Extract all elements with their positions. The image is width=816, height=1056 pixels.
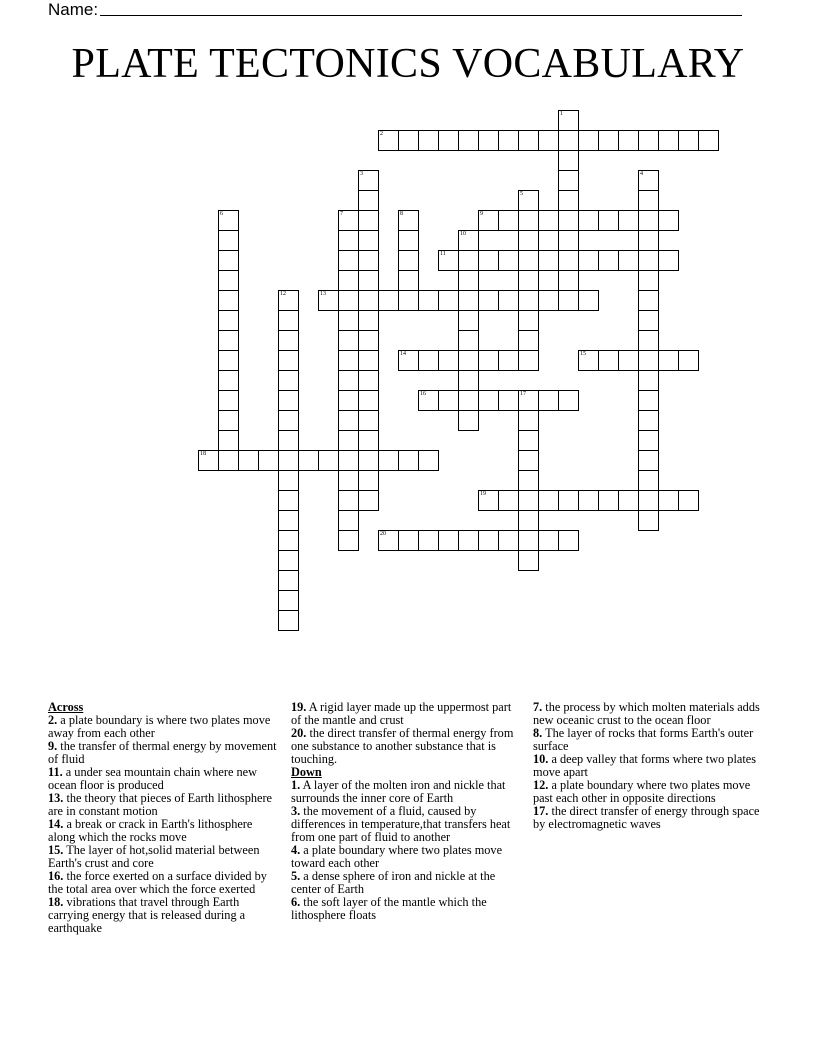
crossword-cell[interactable]: [558, 230, 579, 251]
name-label: Name:: [48, 0, 99, 19]
crossword-cell[interactable]: [478, 390, 499, 411]
clue-down-17: 17. the direct transfer of energy through space by electromagnetic waves: [533, 804, 760, 831]
crossword-cell[interactable]: [618, 250, 639, 271]
crossword-cell[interactable]: [678, 350, 699, 371]
crossword-cell[interactable]: [358, 250, 379, 271]
crossword-cell[interactable]: [378, 130, 399, 151]
crossword-cell[interactable]: [518, 410, 539, 431]
crossword-cell[interactable]: [498, 530, 519, 551]
crossword-cell[interactable]: [638, 230, 659, 251]
crossword-cell[interactable]: [338, 410, 359, 431]
crossword-cell[interactable]: [338, 390, 359, 411]
crossword-cell[interactable]: [618, 210, 639, 231]
crossword-cell[interactable]: [638, 290, 659, 311]
crossword-cell[interactable]: [478, 250, 499, 271]
crossword-cell[interactable]: [598, 130, 619, 151]
crossword-cell[interactable]: [338, 290, 359, 311]
crossword-cell[interactable]: [478, 130, 499, 151]
clue-down-4: 4. a plate boundary where two plates move toward each other: [291, 843, 503, 870]
crossword-cell[interactable]: [398, 350, 419, 371]
crossword-cell[interactable]: [538, 290, 559, 311]
crossword-cell[interactable]: [418, 530, 439, 551]
crossword-cell[interactable]: [378, 450, 399, 471]
crossword-cell[interactable]: [338, 530, 359, 551]
clue-across-11: 11. a under sea mountain chain where new ocean floor is produced: [48, 765, 257, 792]
clue-down-6: 6. the soft layer of the mantle which the lithosphere floats: [291, 895, 487, 922]
crossword-cell[interactable]: [498, 490, 519, 511]
clue-number-label: 12: [280, 291, 286, 297]
crossword-cell[interactable]: [278, 290, 299, 311]
crossword-cell[interactable]: [558, 490, 579, 511]
crossword-cell[interactable]: [518, 550, 539, 571]
clue-across-13: 13. the theory that pieces of Earth lithosphere are in constant motion: [48, 791, 273, 818]
crossword-cell[interactable]: [278, 590, 299, 611]
crossword-cell[interactable]: [338, 270, 359, 291]
crossword-cell[interactable]: [338, 450, 359, 471]
crossword-cell[interactable]: [278, 450, 299, 471]
crossword-cell[interactable]: [658, 130, 679, 151]
crossword-cell[interactable]: [398, 270, 419, 291]
clue-down-8: 8. The layer of rocks that forms Earth's outer surface: [533, 726, 754, 753]
crossword-cell[interactable]: [598, 250, 619, 271]
clue-number-label: 15: [580, 351, 586, 357]
crossword-cell[interactable]: [538, 130, 559, 151]
clue-number-label: 18: [200, 451, 206, 457]
crossword-cell[interactable]: [558, 150, 579, 171]
crossword-cell[interactable]: [338, 370, 359, 391]
crossword-cell[interactable]: [498, 210, 519, 231]
crossword-cell[interactable]: [278, 310, 299, 331]
crossword-cell[interactable]: [458, 230, 479, 251]
crossword-cell[interactable]: [638, 410, 659, 431]
clue-number-label: 2: [380, 131, 383, 137]
crossword-cell[interactable]: [518, 530, 539, 551]
crossword-cell[interactable]: [598, 350, 619, 371]
crossword-cell[interactable]: [638, 310, 659, 331]
crossword-cell[interactable]: [278, 330, 299, 351]
crossword-cell[interactable]: [278, 530, 299, 551]
crossword-cell[interactable]: [458, 250, 479, 271]
crossword-cell[interactable]: [358, 210, 379, 231]
crossword-cell[interactable]: [518, 330, 539, 351]
crossword-cell[interactable]: [638, 210, 659, 231]
crossword-cell[interactable]: [398, 250, 419, 271]
crossword-cell[interactable]: [398, 130, 419, 151]
crossword-cell[interactable]: [518, 510, 539, 531]
clue-down-1: 1. A layer of the molten iron and nickle that surrounds the inner core of Earth: [291, 778, 506, 805]
crossword-cell[interactable]: [638, 350, 659, 371]
crossword-cell[interactable]: [378, 530, 399, 551]
crossword-cell[interactable]: [358, 390, 379, 411]
crossword-cell[interactable]: [458, 270, 479, 291]
page-title: PLATE TECTONICS VOCABULARY: [71, 41, 745, 87]
crossword-cell[interactable]: [358, 330, 379, 351]
crossword-cell[interactable]: [518, 450, 539, 471]
crossword-cell[interactable]: [578, 350, 599, 371]
crossword-cell[interactable]: [338, 330, 359, 351]
crossword-cell[interactable]: [338, 350, 359, 371]
crossword-cell[interactable]: [418, 290, 439, 311]
crossword-cell[interactable]: [478, 350, 499, 371]
clue-number-label: 5: [520, 191, 523, 197]
crossword-cell[interactable]: [218, 350, 239, 371]
crossword-cell[interactable]: [558, 290, 579, 311]
crossword-cell[interactable]: [438, 250, 459, 271]
crossword-cell[interactable]: [338, 510, 359, 531]
crossword-cell[interactable]: [678, 130, 699, 151]
clue-number-label: 7: [340, 211, 343, 217]
crossword-cell[interactable]: [278, 430, 299, 451]
crossword-cell[interactable]: [578, 210, 599, 231]
crossword-cell[interactable]: [358, 270, 379, 291]
crossword-cell[interactable]: [358, 350, 379, 371]
crossword-cell[interactable]: [518, 190, 539, 211]
crossword-cell[interactable]: [358, 230, 379, 251]
clue-number-label: 20: [380, 531, 386, 537]
crossword-cell[interactable]: [638, 470, 659, 491]
crossword-cell[interactable]: [278, 570, 299, 591]
clue-down-10: 10. a deep valley that forms where two plates move apart: [533, 752, 756, 779]
crossword-cell[interactable]: [218, 310, 239, 331]
clue-number-label: 19: [480, 491, 486, 497]
crossword-cell[interactable]: [418, 450, 439, 471]
crossword-cell[interactable]: [518, 350, 539, 371]
clue-number-label: 17: [520, 391, 526, 397]
crossword-cell[interactable]: [578, 250, 599, 271]
clue-down-7: 7. the process by which molten materials adds new oceanic crust to the ocean floor: [533, 700, 760, 727]
clue-number-label: 3: [360, 171, 363, 177]
crossword-cell[interactable]: [218, 230, 239, 251]
crossword-cell[interactable]: [298, 450, 319, 471]
crossword-cell[interactable]: [438, 390, 459, 411]
crossword-cell[interactable]: [398, 450, 419, 471]
crossword-cell[interactable]: [278, 350, 299, 371]
crossword-cell[interactable]: [438, 290, 459, 311]
crossword-cell[interactable]: [258, 450, 279, 471]
crossword-cell[interactable]: [278, 490, 299, 511]
clue-across-9: 9. the transfer of thermal energy by movement of fluid: [48, 739, 277, 766]
crossword-cell[interactable]: [218, 210, 239, 231]
clue-across-16: 16. the force exerted on a surface divided by the total area over which the force exerted: [48, 869, 267, 896]
crossword-cell[interactable]: [358, 450, 379, 471]
clue-number-label: 14: [400, 351, 406, 357]
clue-number-label: 8: [400, 211, 403, 217]
crossword-cell[interactable]: [578, 290, 599, 311]
crossword-cell[interactable]: [458, 410, 479, 431]
crossword-cell[interactable]: [538, 210, 559, 231]
crossword-cell[interactable]: [638, 330, 659, 351]
crossword-cell[interactable]: [518, 210, 539, 231]
crossword-cell[interactable]: [478, 530, 499, 551]
crossword-cell[interactable]: [518, 430, 539, 451]
clue-number-label: 9: [480, 211, 483, 217]
crossword-cell[interactable]: [518, 390, 539, 411]
crossword-cell[interactable]: [598, 490, 619, 511]
crossword-cell[interactable]: [638, 130, 659, 151]
crossword-cell[interactable]: [578, 490, 599, 511]
crossword-cell[interactable]: [558, 170, 579, 191]
crossword-cell[interactable]: [278, 370, 299, 391]
crossword-cell[interactable]: [338, 250, 359, 271]
crossword-cell[interactable]: [558, 270, 579, 291]
crossword-cell[interactable]: [438, 130, 459, 151]
crossword-cell[interactable]: [338, 490, 359, 511]
crossword-cell[interactable]: [458, 530, 479, 551]
crossword-cell[interactable]: [278, 390, 299, 411]
clue-number-label: 4: [640, 171, 643, 177]
crossword-cell[interactable]: [218, 330, 239, 351]
crossword-cell[interactable]: [518, 270, 539, 291]
crossword-cell[interactable]: [638, 190, 659, 211]
crossword-cell[interactable]: [558, 210, 579, 231]
crossword-cell[interactable]: [198, 450, 219, 471]
clues-column-1: [48, 701, 280, 935]
crossword-cell[interactable]: [358, 290, 379, 311]
clue-across-20: 20. the direct transfer of thermal energy from one substance to another substance that is touching.: [291, 726, 514, 766]
clue-across-14: 14. a break or crack in Earth's lithosphere along which the rocks move: [48, 817, 253, 844]
crossword-cell[interactable]: [278, 550, 299, 571]
crossword-cell[interactable]: [218, 290, 239, 311]
clue-number-label: 6: [220, 211, 223, 217]
crossword-cell[interactable]: [278, 610, 299, 631]
crossword-cell[interactable]: [218, 430, 239, 451]
crossword-cell[interactable]: [458, 350, 479, 371]
crossword-cell[interactable]: [358, 470, 379, 491]
crossword-cell[interactable]: [418, 350, 439, 371]
crossword-cell[interactable]: [498, 390, 519, 411]
clue-across-19: 19. A rigid layer made up the uppermost part of the mantle and crust: [291, 700, 512, 727]
crossword-cell[interactable]: [338, 210, 359, 231]
crossword-cell[interactable]: [398, 230, 419, 251]
clue-number-label: 13: [320, 291, 326, 297]
crossword-cell[interactable]: [498, 250, 519, 271]
clue-across-18: 18. vibrations that travel through Earth carrying energy that is released during a earthquake: [48, 895, 246, 935]
crossword-cell[interactable]: [558, 390, 579, 411]
crossword-cell[interactable]: [558, 190, 579, 211]
crossword-cell[interactable]: [538, 250, 559, 271]
crossword-cell[interactable]: [358, 490, 379, 511]
crossword-cell[interactable]: [418, 390, 439, 411]
crossword-cell[interactable]: [558, 110, 579, 131]
crossword-cell[interactable]: [638, 510, 659, 531]
crossword-cell[interactable]: [518, 470, 539, 491]
crossword-cell[interactable]: [218, 270, 239, 291]
crossword-cell[interactable]: [338, 470, 359, 491]
crossword-cell[interactable]: [638, 170, 659, 191]
crossword-cell[interactable]: [478, 290, 499, 311]
crossword-cell[interactable]: [558, 130, 579, 151]
crossword-cell[interactable]: [398, 530, 419, 551]
crossword-cell[interactable]: [358, 430, 379, 451]
crossword-cell[interactable]: [518, 230, 539, 251]
crossword-cell[interactable]: [278, 510, 299, 531]
crossword-cell[interactable]: [638, 270, 659, 291]
crossword-cell[interactable]: [218, 390, 239, 411]
crossword-cell[interactable]: [478, 210, 499, 231]
crossword-cell[interactable]: [278, 470, 299, 491]
crossword-cell[interactable]: [458, 390, 479, 411]
crossword-cell[interactable]: [638, 490, 659, 511]
crossword-cell[interactable]: [458, 310, 479, 331]
crossword-cell[interactable]: [458, 370, 479, 391]
clue-number-label: 10: [460, 231, 466, 237]
clue-down-12: 12. a plate boundary where two plates move past each other in opposite directions: [533, 778, 751, 805]
down-heading: Down: [291, 765, 322, 779]
crossword-cell[interactable]: [358, 310, 379, 331]
crossword-cell[interactable]: [538, 490, 559, 511]
crossword-cell[interactable]: [218, 370, 239, 391]
crossword-cell[interactable]: [338, 230, 359, 251]
crossword-cell[interactable]: [358, 410, 379, 431]
clue-number-label: 11: [440, 251, 446, 257]
crossword-cell[interactable]: [518, 310, 539, 331]
crossword-cell[interactable]: [638, 370, 659, 391]
crossword-cell[interactable]: [358, 170, 379, 191]
crossword-cell[interactable]: [538, 530, 559, 551]
crossword-cell[interactable]: [358, 190, 379, 211]
crossword-cell[interactable]: [458, 130, 479, 151]
crossword-cell[interactable]: [398, 210, 419, 231]
crossword-cell[interactable]: [658, 210, 679, 231]
crossword-cell[interactable]: [518, 130, 539, 151]
crossword-cell[interactable]: [658, 250, 679, 271]
crossword-cell[interactable]: [578, 130, 599, 151]
crossword-cell[interactable]: [638, 250, 659, 271]
clue-number-label: 1: [560, 111, 563, 117]
clues-column-3: [533, 701, 765, 831]
crossword-cell[interactable]: [378, 290, 399, 311]
crossword-cell[interactable]: [238, 450, 259, 471]
crossword-cell[interactable]: [558, 250, 579, 271]
crossword-cell[interactable]: [458, 290, 479, 311]
crossword-cell[interactable]: [358, 370, 379, 391]
crossword-cell[interactable]: [618, 130, 639, 151]
crossword-cell[interactable]: [438, 350, 459, 371]
crossword-cell[interactable]: [638, 450, 659, 471]
clue-number-label: 16: [420, 391, 426, 397]
crossword-cell[interactable]: [618, 490, 639, 511]
crossword-cell[interactable]: [498, 130, 519, 151]
clue-down-3: 3. the movement of a fluid, caused by differences in temperature,that transfers heat from one part of fluid to another: [291, 804, 511, 844]
crossword-cell[interactable]: [618, 350, 639, 371]
crossword-cell[interactable]: [218, 410, 239, 431]
crossword-cell[interactable]: [218, 450, 239, 471]
crossword-cell[interactable]: [598, 210, 619, 231]
crossword-cell[interactable]: [478, 490, 499, 511]
crossword-cell[interactable]: [638, 390, 659, 411]
crossword-cell[interactable]: [678, 490, 699, 511]
crossword-cell[interactable]: [318, 450, 339, 471]
crossword-cell[interactable]: [558, 530, 579, 551]
crossword-cell[interactable]: [518, 290, 539, 311]
across-heading: Across: [48, 700, 84, 714]
crossword-cell[interactable]: [658, 490, 679, 511]
crossword-cell[interactable]: [538, 390, 559, 411]
crossword-cell[interactable]: [518, 490, 539, 511]
crossword-cell[interactable]: [318, 290, 339, 311]
clue-across-15: 15. The layer of hot,solid material between Earth's crust and core: [48, 843, 260, 870]
crossword-cell[interactable]: [438, 530, 459, 551]
crossword-cell[interactable]: [218, 250, 239, 271]
crossword-cell[interactable]: [638, 430, 659, 451]
crossword-cell[interactable]: [518, 250, 539, 271]
crossword-cell[interactable]: [458, 330, 479, 351]
clue-across-2: 2. a plate boundary is where two plates move away from each other: [48, 713, 271, 740]
crossword-cell[interactable]: [498, 350, 519, 371]
crossword-cell[interactable]: [278, 410, 299, 431]
clues-column-2: [291, 701, 523, 922]
crossword-cell[interactable]: [418, 130, 439, 151]
crossword-cell[interactable]: [338, 310, 359, 331]
crossword-cell[interactable]: [398, 290, 419, 311]
crossword-cell[interactable]: [498, 290, 519, 311]
clue-down-5: 5. a dense sphere of iron and nickle at the center of Earth: [291, 869, 496, 896]
crossword-cell[interactable]: [658, 350, 679, 371]
crossword-cell[interactable]: [338, 430, 359, 451]
crossword-cell[interactable]: [698, 130, 719, 151]
